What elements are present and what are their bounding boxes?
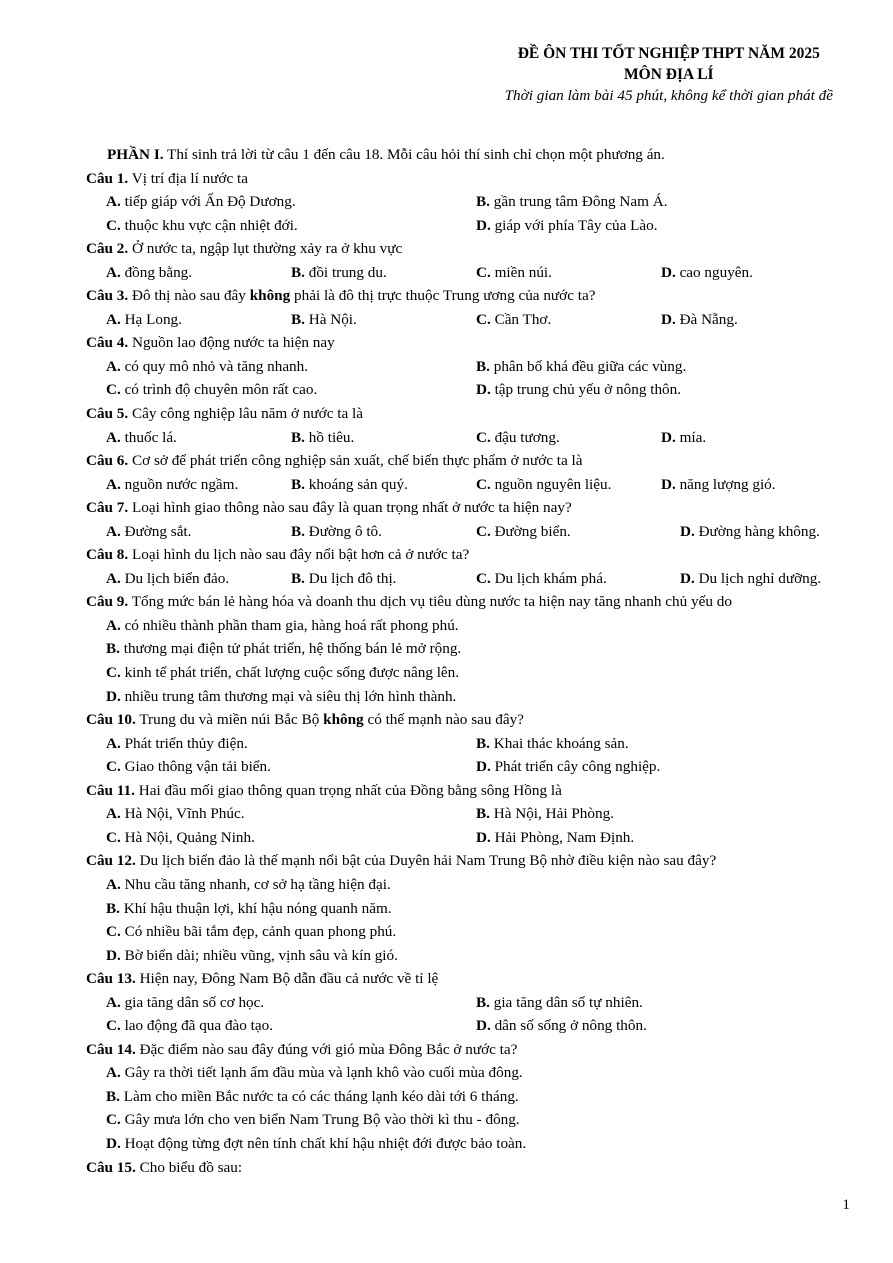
option-text: đồi trung du. [304, 263, 387, 281]
option-text: Đường biển. [490, 522, 571, 540]
option-text: Hải Phòng, Nam Định. [490, 828, 635, 846]
option-text: Du lịch nghỉ dưỡng. [694, 569, 822, 587]
option-letter: D. [661, 475, 676, 493]
option-letter: B. [476, 357, 490, 375]
option-letter: A. [106, 263, 121, 281]
option-letter: C. [106, 758, 121, 776]
option-letter: B. [291, 263, 305, 281]
option-text: Gây ra thời tiết lạnh ẩm đầu mùa và lạnh khô vào cuối mùa đông. [120, 1064, 523, 1082]
question-text: Tổng mức bán lẻ hàng hóa và doanh thu dịch vụ tiêu dùng nước ta hiện nay tăng nhanh chủ yếu do [128, 593, 732, 611]
option-d [661, 261, 753, 285]
option-d [476, 826, 634, 850]
question-5 [86, 402, 876, 426]
question-15 [86, 1156, 876, 1180]
option-b [476, 355, 686, 379]
question-label: Câu 9. [86, 593, 129, 611]
option-text: Đường ô tô. [304, 522, 382, 540]
question-3-options [86, 308, 876, 332]
question-text: Du lịch biển đảo là thế mạnh nổi bật của Duyên hải Nam Trung Bộ nhờ điều kiện nào sau đây? [135, 852, 717, 870]
question-1 [86, 167, 876, 191]
option-letter: C. [476, 475, 491, 493]
question-text-post: có thế mạnh nào sau đây? [363, 711, 524, 729]
option-d [661, 473, 776, 497]
option-letter: A. [106, 805, 121, 823]
option-text: năng lượng gió. [675, 475, 776, 493]
question-label: Câu 3. [86, 287, 129, 305]
option-a [106, 261, 192, 285]
option-letter: D. [476, 828, 491, 846]
question-text-emphasis: không [249, 287, 291, 305]
option-c [106, 1014, 273, 1038]
question-13 [86, 967, 876, 991]
option-text: tập trung chủ yếu ở nông thôn. [490, 381, 682, 399]
option-text: Du lịch đô thị. [304, 569, 397, 587]
question-13-options-row-1 [86, 991, 876, 1015]
option-c [476, 261, 552, 285]
question-11-options-row-2 [86, 826, 876, 850]
question-7-options [86, 520, 876, 544]
option-text: Khí hậu thuận lợi, khí hậu nóng quanh năm. [119, 899, 392, 917]
option-text: giáp với phía Tây của Lào. [490, 216, 658, 234]
exam-title: ĐỀ ÔN THI TỐT NGHIỆP THPT NĂM 2025 [517, 45, 820, 62]
question-text-pre: Trung du và miền núi Bắc Bộ [135, 711, 324, 729]
option-letter: B. [106, 640, 120, 658]
option-letter: D. [476, 381, 491, 399]
option-c [106, 378, 317, 402]
option-c [106, 755, 271, 779]
option-c [106, 826, 255, 850]
option-letter: C. [106, 381, 121, 399]
option-text: đậu tương. [490, 428, 560, 446]
option-letter: B. [476, 734, 490, 752]
option-letter: D. [680, 569, 695, 587]
question-text: Cơ sở để phát triển công nghiệp sản xuất, chế biến thực phẩm ở nước ta là [128, 452, 583, 470]
option-letter: C. [106, 828, 121, 846]
option-text: có trình độ chuyên môn rất cao. [120, 381, 318, 399]
option-text: Đường hàng không. [694, 522, 820, 540]
option-letter: A. [106, 357, 121, 375]
option-letter: C. [106, 923, 121, 941]
question-label: Câu 2. [86, 240, 129, 258]
option-text: Làm cho miền Bắc nước ta có các tháng lạnh kéo dài tới 6 tháng. [119, 1087, 519, 1105]
option-a [106, 355, 308, 379]
option-text: Đà Nẵng. [675, 310, 738, 328]
question-text-post: phải là đô thị trực thuộc Trung ương của nước ta? [290, 287, 596, 305]
option-letter: C. [106, 1017, 121, 1035]
option-text: Hà Nội, Hải Phòng. [489, 805, 614, 823]
option-b [86, 1085, 876, 1109]
option-c [106, 214, 298, 238]
question-11-options-row-1 [86, 802, 876, 826]
option-letter: B. [291, 428, 305, 446]
option-a [106, 991, 264, 1015]
option-letter: A. [106, 475, 121, 493]
option-letter: A. [106, 310, 121, 328]
option-text: Hà Nội, Vĩnh Phúc. [120, 805, 245, 823]
option-b [476, 991, 643, 1015]
option-a [106, 732, 248, 756]
question-label: Câu 12. [86, 852, 136, 870]
option-b [86, 897, 876, 921]
question-text: Vị trí địa lí nước ta [128, 169, 248, 187]
question-text: Hai đầu mối giao thông quan trọng nhất của Đồng bằng sông Hồng là [134, 781, 562, 799]
option-letter: A. [106, 734, 121, 752]
option-c [86, 661, 876, 685]
option-d [86, 944, 876, 968]
option-text: Bờ biển dài; nhiều vũng, vịnh sâu và kín gió. [120, 946, 398, 964]
question-label: Câu 5. [86, 405, 129, 423]
option-text: nguồn nước ngầm. [120, 475, 239, 493]
question-label: Câu 4. [86, 334, 129, 352]
option-letter: C. [106, 1111, 121, 1129]
option-letter: B. [476, 193, 490, 211]
question-2 [86, 237, 876, 261]
question-text: Loại hình giao thông nào sau đây là quan trọng nhất ở nước ta hiện nay? [128, 499, 572, 517]
option-a [86, 873, 876, 897]
option-b [291, 426, 354, 450]
option-letter: A. [106, 616, 121, 634]
option-text: Hà Nội, Quảng Ninh. [120, 828, 255, 846]
option-b [476, 190, 668, 214]
option-letter: D. [680, 522, 695, 540]
option-text: thuộc khu vực cận nhiệt đới. [120, 216, 298, 234]
option-text: Cần Thơ. [490, 310, 552, 328]
question-label: Câu 11. [86, 781, 135, 799]
question-label: Câu 13. [86, 970, 136, 988]
option-letter: D. [106, 687, 121, 705]
option-letter: D. [106, 1134, 121, 1152]
question-13-options-row-2 [86, 1014, 876, 1038]
question-text-emphasis: không [323, 711, 364, 729]
question-text: Đặc điểm nào sau đây đúng với gió mùa Đông Bắc ở nước ta? [135, 1040, 518, 1058]
option-c [86, 1108, 876, 1132]
question-7 [86, 496, 876, 520]
option-letter: B. [291, 522, 305, 540]
option-text: gia tăng dân số tự nhiên. [489, 993, 643, 1011]
option-letter: B. [106, 899, 120, 917]
option-a [106, 190, 296, 214]
option-text: nhiều trung tâm thương mại và siêu thị lớn hình thành. [120, 687, 457, 705]
question-label: Câu 14. [86, 1040, 136, 1058]
option-text: Gây mưa lớn cho ven biển Nam Trung Bộ vào thời kì thu - đông. [120, 1111, 520, 1129]
option-d [680, 520, 820, 544]
option-a [106, 520, 191, 544]
question-8-options [86, 567, 876, 591]
question-10-options-row-2 [86, 755, 876, 779]
question-5-options [86, 426, 876, 450]
option-b [291, 567, 396, 591]
option-letter: B. [291, 310, 305, 328]
option-d [476, 755, 660, 779]
option-text: Giao thông vận tải biển. [120, 758, 271, 776]
question-label: Câu 10. [86, 711, 136, 729]
option-letter: D. [661, 428, 676, 446]
option-letter: C. [476, 569, 491, 587]
option-a [106, 802, 245, 826]
option-text: tiếp giáp với Ấn Độ Dương. [120, 193, 296, 211]
question-label: Câu 7. [86, 499, 129, 517]
option-b [291, 520, 382, 544]
option-c [476, 520, 571, 544]
question-text: Ở nước ta, ngập lụt thường xảy ra ở khu vực [128, 240, 403, 258]
option-text: Du lịch biển đảo. [120, 569, 230, 587]
option-d [661, 308, 738, 332]
exam-content [86, 143, 876, 1179]
exam-subject: MÔN ĐỊA LÍ [624, 66, 714, 83]
option-b [476, 732, 629, 756]
question-label: Câu 8. [86, 546, 129, 564]
option-text: Hạ Long. [120, 310, 182, 328]
option-letter: B. [476, 805, 490, 823]
option-letter: C. [476, 522, 491, 540]
option-text: Khai thác khoáng sản. [489, 734, 629, 752]
option-text: thuốc lá. [120, 428, 177, 446]
option-text: miền núi. [490, 263, 552, 281]
option-d [661, 426, 706, 450]
option-letter: D. [476, 758, 491, 776]
question-2-options [86, 261, 876, 285]
question-text: Loại hình du lịch nào sau đây nổi bật hơn cả ở nước ta? [128, 546, 470, 564]
question-4-options-row-1 [86, 355, 876, 379]
option-text: lao động đã qua đào tạo. [120, 1017, 274, 1035]
question-12 [86, 849, 876, 873]
option-text: Nhu cầu tăng nhanh, cơ sở hạ tầng hiện đại. [120, 875, 391, 893]
option-c [476, 308, 551, 332]
option-text: mía. [675, 428, 707, 446]
option-letter: A. [106, 569, 121, 587]
option-text: nguồn nguyên liệu. [490, 475, 612, 493]
page-number: 1 [842, 1196, 850, 1213]
option-letter: C. [476, 428, 491, 446]
option-letter: C. [106, 664, 121, 682]
option-b [86, 637, 876, 661]
option-text: phân bố khá đều giữa các vùng. [489, 357, 687, 375]
option-letter: C. [476, 310, 491, 328]
option-d [476, 1014, 647, 1038]
option-d [476, 214, 658, 238]
question-label: Câu 15. [86, 1158, 136, 1176]
option-letter: A. [106, 993, 121, 1011]
option-text: thương mại điện tử phát triển, hệ thống bán lẻ mở rộng. [119, 640, 462, 658]
option-text: hồ tiêu. [304, 428, 355, 446]
question-label: Câu 1. [86, 169, 129, 187]
question-label: Câu 6. [86, 452, 129, 470]
question-9 [86, 590, 876, 614]
option-text: gần trung tâm Đông Nam Á. [489, 193, 668, 211]
part-1-label: PHẦN I. [107, 146, 164, 163]
option-a [106, 567, 229, 591]
option-d [476, 378, 681, 402]
option-letter: A. [106, 1064, 121, 1082]
option-text: Hà Nội. [304, 310, 357, 328]
option-text: gia tăng dân số cơ học. [120, 993, 265, 1011]
question-3 [86, 284, 876, 308]
option-text: Phát triển cây công nghiệp. [490, 758, 661, 776]
option-letter: B. [291, 475, 305, 493]
option-a [106, 308, 182, 332]
option-text: có nhiều thành phần tham gia, hàng hoá rất phong phú. [120, 616, 459, 634]
question-text: Cây công nghiệp lâu năm ở nước ta là [128, 405, 363, 423]
option-text: Hoạt động từng đợt nên tính chất khí hậu nhiệt đới được bảo toàn. [120, 1134, 527, 1152]
option-text: kinh tế phát triển, chất lượng cuộc sống được nâng lên. [120, 664, 460, 682]
question-text: Hiện nay, Đông Nam Bộ dẫn đầu cả nước về tỉ lệ [135, 970, 439, 988]
question-text-pre: Đô thị nào sau đây [128, 287, 250, 305]
option-b [291, 473, 408, 497]
option-text: có quy mô nhỏ và tăng nhanh. [120, 357, 309, 375]
option-a [106, 426, 177, 450]
question-14 [86, 1038, 876, 1062]
option-letter: A. [106, 193, 121, 211]
option-c [476, 567, 607, 591]
question-11 [86, 779, 876, 803]
option-text: đồng bằng. [120, 263, 193, 281]
option-letter: D. [476, 216, 491, 234]
question-text: Cho biểu đồ sau: [135, 1158, 243, 1176]
question-6 [86, 449, 876, 473]
question-8 [86, 543, 876, 567]
option-letter: D. [476, 1017, 491, 1035]
question-6-options [86, 473, 876, 497]
option-letter: A. [106, 522, 121, 540]
option-text: khoáng sản quý. [304, 475, 408, 493]
part-1-text: Thí sinh trả lời từ câu 1 đến câu 18. Mỗi câu hỏi thí sinh chỉ chọn một phương án. [163, 146, 665, 163]
option-b [476, 802, 614, 826]
option-letter: D. [661, 310, 676, 328]
option-text: cao nguyên. [675, 263, 753, 281]
question-4 [86, 331, 876, 355]
option-a [86, 614, 876, 638]
option-d [86, 1132, 876, 1156]
part-1-instruction [86, 143, 876, 167]
option-text: Du lịch khám phá. [490, 569, 607, 587]
option-a [106, 473, 238, 497]
option-c [86, 920, 876, 944]
question-10-options-row-1 [86, 732, 876, 756]
option-d [86, 685, 876, 709]
exam-time-note: Thời gian làm bài 45 phút, không kể thời gian phát đề [504, 87, 833, 104]
option-d [680, 567, 821, 591]
question-4-options-row-2 [86, 378, 876, 402]
question-text: Nguồn lao động nước ta hiện nay [128, 334, 335, 352]
option-letter: D. [661, 263, 676, 281]
question-10 [86, 708, 876, 732]
exam-header [505, 43, 833, 107]
option-letter: B. [476, 993, 490, 1011]
question-1-options-row-2 [86, 214, 876, 238]
option-text: Phát triển thủy điện. [120, 734, 248, 752]
option-b [291, 308, 357, 332]
option-c [476, 426, 560, 450]
option-letter: A. [106, 428, 121, 446]
option-b [291, 261, 387, 285]
option-letter: C. [476, 263, 491, 281]
option-letter: B. [106, 1087, 120, 1105]
option-text: Có nhiều bãi tắm đẹp, cảnh quan phong phú. [120, 923, 397, 941]
option-letter: A. [106, 875, 121, 893]
option-text: Đường sắt. [120, 522, 192, 540]
option-c [476, 473, 611, 497]
question-1-options-row-1 [86, 190, 876, 214]
option-text: dân số sống ở nông thôn. [490, 1017, 647, 1035]
option-letter: C. [106, 216, 121, 234]
option-letter: D. [106, 946, 121, 964]
option-letter: B. [291, 569, 305, 587]
option-a [86, 1061, 876, 1085]
